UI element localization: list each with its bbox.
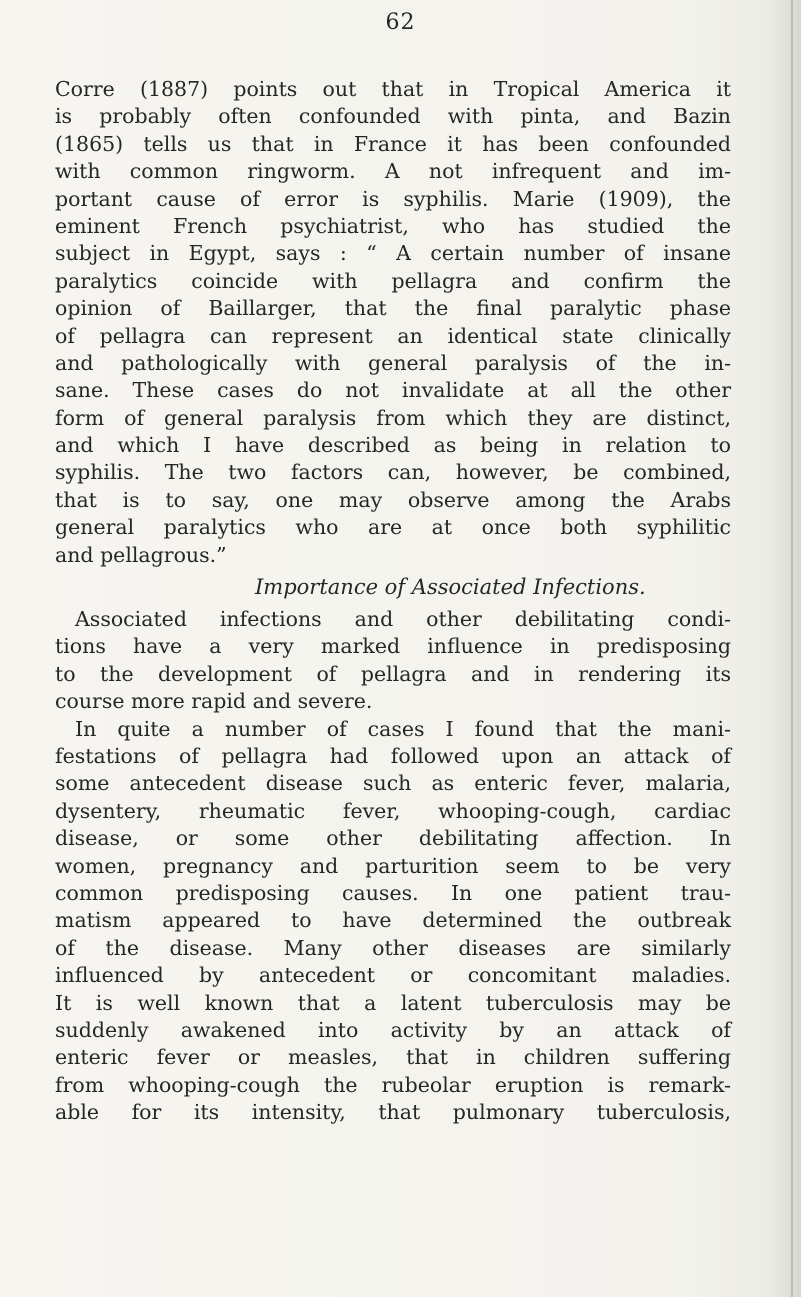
text-line: influenced by antecedent or concomitant maladies. bbox=[55, 963, 731, 988]
text-line: It is well known that a latent tuberculosis may be bbox=[55, 990, 731, 1015]
text-line: matism appeared to have determined the outbreak bbox=[55, 908, 731, 933]
text-line: with common ringworm. A not infrequent and im- bbox=[55, 159, 731, 184]
text-line: dysentery, rheumatic fever, whooping-cough, cardiac bbox=[55, 798, 731, 823]
text-line: tions have a very marked influence in predisposing bbox=[55, 634, 731, 659]
page-edge-shadow bbox=[791, 0, 793, 1297]
paragraph-antecedent-disease bbox=[55, 716, 731, 1127]
text-line: is probably often confounded with pinta, and Bazin bbox=[55, 104, 731, 129]
text-line: paralytics coincide with pellagra and confirm the bbox=[55, 268, 731, 293]
text-line: to the development of pellagra and in rendering its bbox=[55, 661, 731, 686]
text-line: able for its intensity, that pulmonary tuberculosis, bbox=[55, 1100, 731, 1125]
text-line: opinion of Baillarger, that the final paralytic phase bbox=[55, 296, 731, 321]
paragraph-corre bbox=[55, 76, 731, 569]
text-line: subject in Egypt, says : “ A certain number of insane bbox=[55, 241, 731, 266]
text-line: general paralytics who are at once both syphilitic bbox=[55, 515, 731, 540]
text-line: common predisposing causes. In one patient trau- bbox=[55, 880, 731, 905]
text-line: form of general paralysis from which they are distinct, bbox=[55, 405, 731, 430]
text-line: Associated infections and other debilitating condi- bbox=[75, 607, 731, 632]
text-line: of pellagra can represent an identical state clinically bbox=[55, 323, 731, 348]
text-line: that is to say, one may observe among the Arabs bbox=[55, 487, 731, 512]
text-line: In quite a number of cases I found that the mani- bbox=[75, 716, 731, 741]
text-line: (1865) tells us that in France it has been confounded bbox=[55, 131, 731, 156]
text-line: and which I have described as being in relation to bbox=[55, 433, 731, 458]
text-line: from whooping-cough the rubeolar eruption is remark- bbox=[55, 1072, 731, 1097]
text-line: disease, or some other debilitating affection. In bbox=[55, 826, 731, 851]
text-line: portant cause of error is syphilis. Marie (1909), the bbox=[55, 186, 731, 211]
text-line: festations of pellagra had followed upon an attack of bbox=[55, 743, 731, 768]
text-line: Corre (1887) points out that in Tropical America it bbox=[55, 77, 731, 101]
text-line: and pathologically with general paralysis of the in- bbox=[55, 350, 731, 375]
text-line: syphilis. The two factors can, however, be combined, bbox=[55, 460, 731, 485]
page-number: 62 bbox=[385, 10, 416, 35]
text-line: eminent French psychiatrist, who has studied the bbox=[55, 213, 731, 238]
text-line: sane. These cases do not invalidate at all the other bbox=[55, 378, 731, 403]
text-line: women, pregnancy and parturition seem to be very bbox=[55, 853, 731, 878]
body-text bbox=[55, 76, 731, 1126]
text-line: course more rapid and severe. bbox=[55, 689, 373, 714]
text-line: and pellagrous.” bbox=[55, 542, 227, 567]
section-heading: Importance of Associated Infections. bbox=[255, 575, 646, 600]
text-line: of the disease. Many other diseases are similarly bbox=[55, 935, 731, 960]
paragraph-associated-infections bbox=[55, 606, 731, 716]
text-line: suddenly awakened into activity by an attack of bbox=[55, 1017, 731, 1042]
text-line: some antecedent disease such as enteric fever, malaria, bbox=[55, 771, 731, 796]
text-line: enteric fever or measles, that in children suffering bbox=[55, 1045, 731, 1070]
